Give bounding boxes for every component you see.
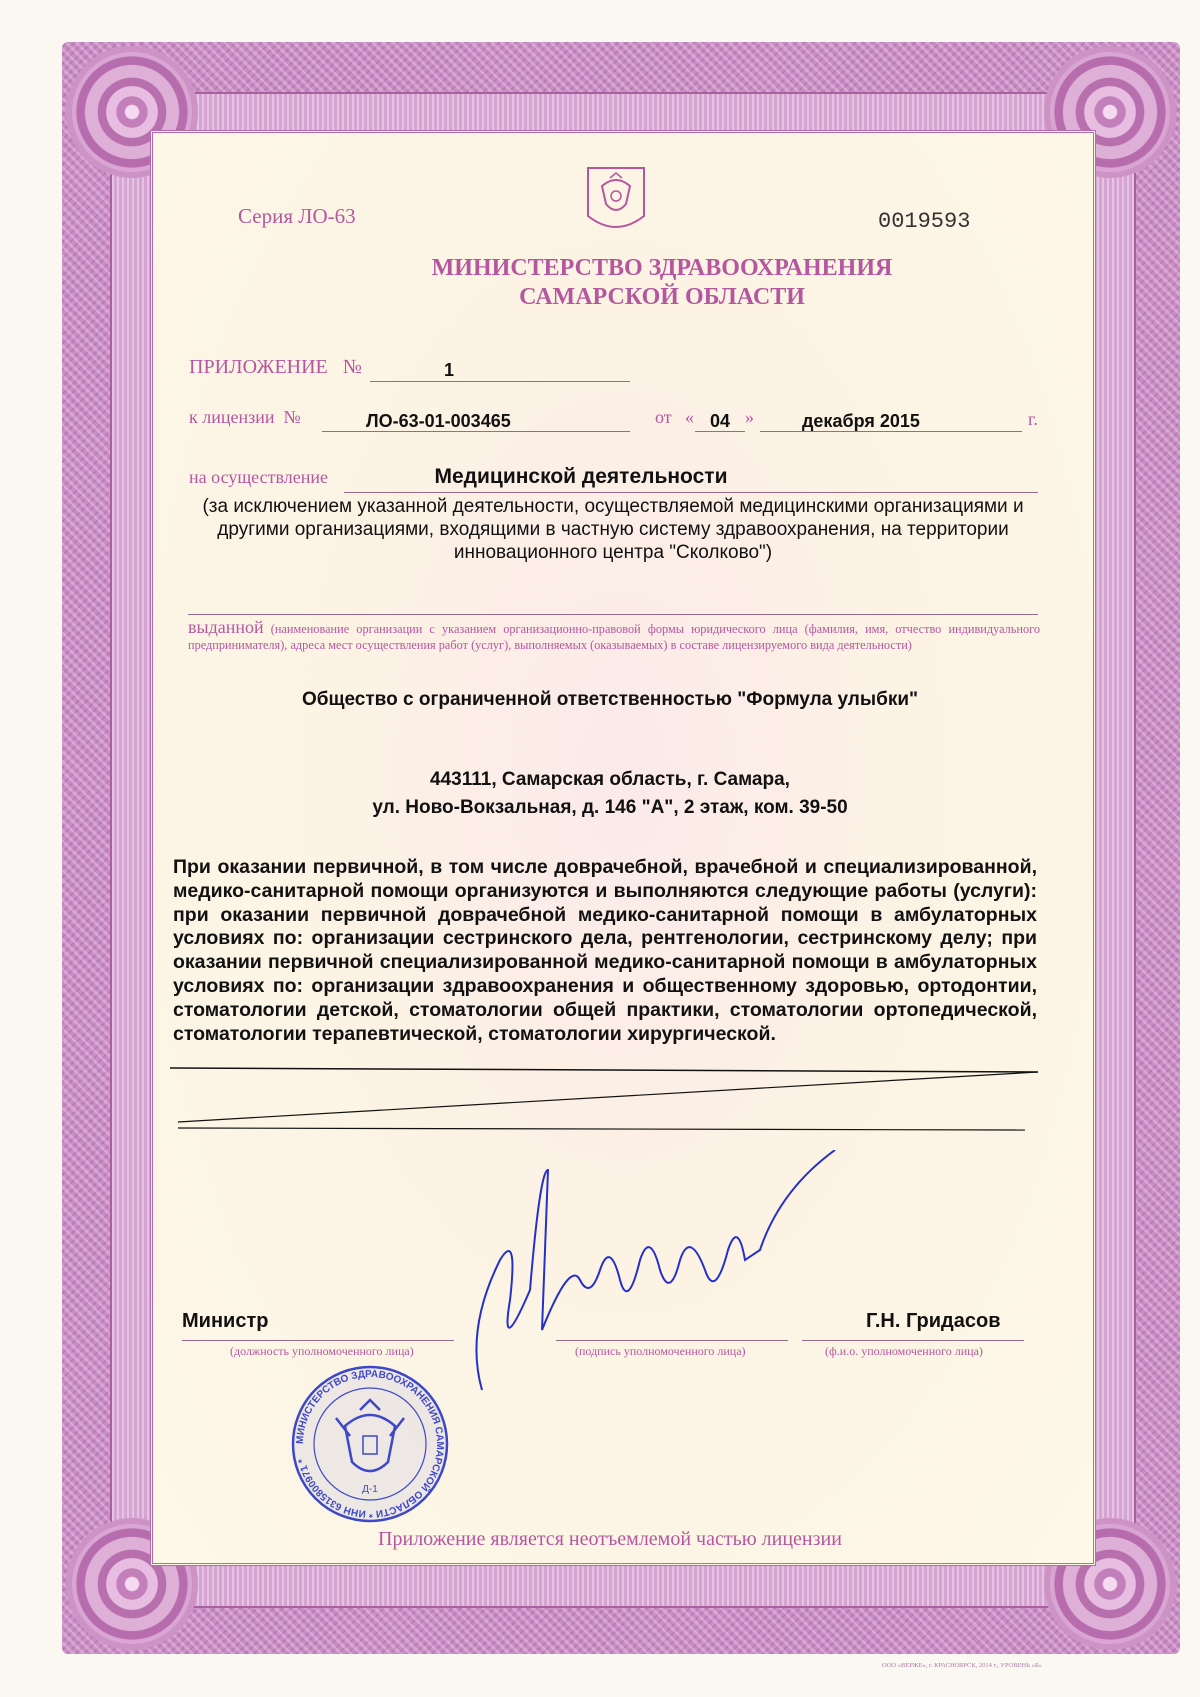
- license-label: [189, 407, 301, 428]
- issued-label: выданной: [188, 617, 264, 637]
- underline: [182, 1340, 454, 1341]
- series-label: Серия ЛО-63: [238, 204, 356, 228]
- stamp-ring-text: МИНИСТЕРСТВО ЗДРАВООХРАНЕНИЯ САМАРСКОЙ ОБЛАСТИ * ИНН 6315800971 *: [294, 1368, 446, 1520]
- appendix-label-text: ПРИЛОЖЕНИЕ: [189, 356, 328, 378]
- ministry-title: [300, 254, 1024, 312]
- activity-note: (за исключением указанной деятельности, осуществляемой медицинскими организациями и другими организациями, входящими в частную систему здравоохранения, на территории инновационного центра "Сколково"): [202, 496, 1024, 563]
- footer-note: Приложение является неотъемлемой частью лицензии: [378, 1528, 842, 1550]
- year-suffix: г.: [1028, 409, 1038, 429]
- organization-address: [180, 766, 1040, 822]
- number-sign: №: [283, 407, 301, 427]
- license-label-text: к лицензии: [189, 407, 275, 427]
- ministry-title-line2: САМАРСКОЙ ОБЛАСТИ: [519, 284, 805, 310]
- signature-caption: (подпись уполномоченного лица): [575, 1344, 746, 1358]
- form-number: 0019593: [878, 209, 971, 234]
- number-sign: №: [342, 356, 362, 378]
- activity-label: на осуществление: [189, 467, 328, 487]
- address-line2: ул. Ново-Вокзальная, д. 146 "А", 2 этаж, ком. 39-50: [372, 797, 848, 818]
- strike-lines: [170, 1060, 1050, 1140]
- coat-of-arms-icon: [584, 164, 648, 238]
- signatory-name: Г.Н. Гридасов: [866, 1310, 1001, 1332]
- ministry-title-line1: МИНИСТЕРСТВО ЗДРАВООХРАНЕНИЯ: [431, 255, 893, 281]
- printer-imprint: ООО «ВЕРЖЕ», г. КРАСНОЯРСК, 2014 г., УРОВЕНЬ «Б»: [882, 1662, 1042, 1669]
- separator-line: [188, 614, 1038, 615]
- license-day: 04: [710, 411, 731, 431]
- appendix-label: [189, 356, 362, 379]
- quote-close: »: [745, 407, 754, 427]
- activity-type: Медицинской деятельности: [434, 465, 728, 488]
- date-from-label: от: [655, 407, 672, 427]
- quote-open: «: [685, 407, 694, 427]
- underline: [695, 431, 745, 432]
- issued-block: [188, 619, 1040, 653]
- underline: [370, 381, 630, 382]
- appendix-number: 1: [444, 360, 455, 380]
- position-caption: (должность уполномоченного лица): [230, 1344, 414, 1358]
- address-line1: 443111, Самарская область, г. Самара,: [430, 769, 790, 790]
- services-list: При оказании первичной, в том числе доврачебной, врачебной и специализированной, медико-санитарной помощи организуются и выполняются следующие работы (услуги): при оказании первичной доврачебной медико-санитарной помощи в амбулаторных условиях по: организации сестринского дела, рентгенологии, сестринскому делу; при оказании первичной специализированной медико-санитарной помощи в амбулаторных условиях по: организации здравоохранения и общественному здоровью, ортодонтии, стоматологии детской, стоматологии общей практики, стоматологии ортопедической, стоматологии терапевтической, стоматологии хирургической.: [173, 856, 1037, 1045]
- underline: [344, 492, 1038, 493]
- organization-name: Общество с ограниченной ответственностью "Формула улыбки": [301, 689, 919, 710]
- license-month-year: декабря 2015: [802, 411, 920, 431]
- issued-note: (наименование организации с указанием организационно-правовой формы юридического лица (фамилия, имя, отчество индивидуального предпринимателя), адреса мест осуществления работ (услуг), выполняемых (оказываемых) в составе лицензируемого вида деятельности): [188, 622, 1040, 652]
- stamp-code: Д-1: [362, 1484, 378, 1495]
- license-number: ЛО-63-01-003465: [366, 411, 511, 431]
- name-caption: (ф.и.о. уполномоченного лица): [825, 1344, 983, 1358]
- official-stamp: [290, 1364, 450, 1524]
- handwritten-signature: [470, 1150, 850, 1400]
- position-title: Министр: [182, 1310, 269, 1332]
